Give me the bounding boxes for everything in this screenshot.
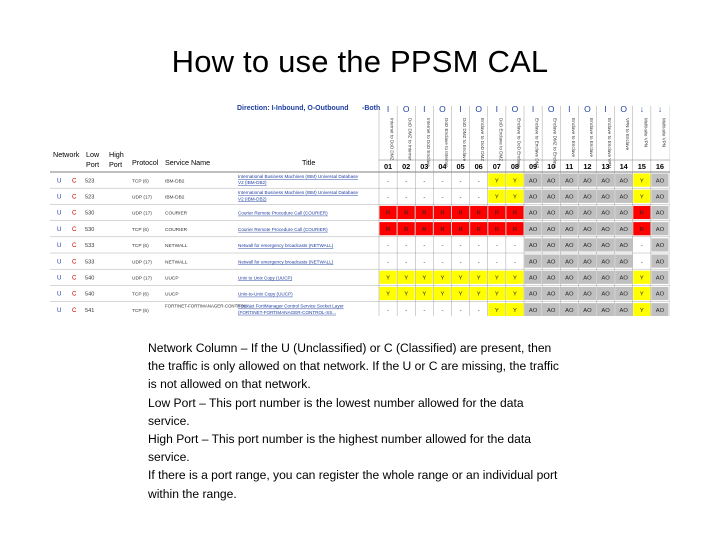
boundary-num-6: 06 — [474, 162, 483, 171]
cell-r8-c14: AO — [619, 291, 628, 298]
cell-r3-c9: AO — [528, 210, 538, 217]
cell-r6-c13: AO — [601, 259, 610, 266]
cell-r4-c7: R — [494, 226, 499, 233]
header-network: Network — [53, 150, 80, 159]
row-low-port: 541 — [85, 307, 95, 314]
cell-r1-c8: Y — [513, 178, 517, 185]
cell-r1-c11: AO — [565, 178, 574, 185]
row-title-line1: FortiNet FortiManager Control Service Socket Layer — [238, 303, 344, 309]
row-protocol: TCP (6) — [132, 244, 149, 250]
cell-r9-c6: - — [477, 307, 480, 314]
boundary-dir-9: I — [531, 104, 535, 114]
cell-r5-c1: - — [387, 243, 390, 250]
cell-r8-c12: AO — [583, 291, 592, 298]
cell-r9-c9: AO — [528, 307, 538, 314]
cell-r7-c4: Y — [440, 275, 445, 282]
row-title-line1: Unix-to-Unix Copy (UUCP) — [238, 291, 293, 297]
row-net-u: U — [57, 306, 62, 314]
cell-r3-c11: AO — [565, 210, 574, 217]
cell-r9-c14: AO — [619, 307, 628, 314]
cell-r6-c14: AO — [619, 259, 628, 266]
boundary-dir-10: O — [547, 104, 555, 114]
cell-r4-c5: R — [458, 226, 463, 233]
row-net-u: U — [57, 225, 62, 233]
row-protocol: UDP (17) — [132, 211, 152, 217]
row-service: UUCP — [165, 276, 179, 282]
cell-r2-c14: AO — [619, 194, 628, 201]
row-low-port: 533 — [85, 259, 95, 266]
cell-r7-c9: AO — [528, 275, 538, 282]
boundary-name-16: Multi-site VPN — [661, 118, 667, 148]
cell-r6-c11: AO — [565, 259, 574, 266]
row-protocol: UDP (17) — [132, 276, 152, 282]
boundary-dir-15: ↓ — [639, 104, 644, 114]
boundary-num-10: 10 — [547, 162, 556, 171]
cell-r3-c14: AO — [619, 210, 628, 217]
cell-r6-c12: AO — [583, 259, 592, 266]
cell-r9-c5: - — [459, 307, 462, 314]
slide-title: How to use the PPSM CAL — [171, 44, 549, 79]
boundary-num-2: 02 — [402, 162, 411, 171]
boundary-name-12: Enclave to Enclave — [588, 118, 594, 158]
row-net-c: C — [72, 290, 77, 298]
boundary-name-7: DoD Enclave to DMZ — [498, 118, 504, 162]
direction-banner: Direction: I-Inbound, O-Outbound — [237, 105, 349, 112]
row-service: NETWALL — [165, 260, 188, 266]
ppsm-cal-table — [50, 98, 670, 316]
cell-r5-c4: - — [441, 243, 444, 250]
note-port-range: If there is a port range, you can register the whole range or an individual port within the range. — [148, 468, 558, 501]
boundary-name-5: DoD DMZ to Enclave — [462, 118, 468, 162]
boundary-dir-13: I — [604, 104, 607, 114]
row-protocol: UDP (17) — [132, 195, 152, 201]
boundary-name-8: Enclave to DoD Enclave — [516, 118, 522, 168]
row-net-c: C — [72, 242, 77, 250]
row-net-u: U — [57, 258, 62, 266]
row-service: FORTINET-FORTIMANAGER-CONTROL-... — [165, 303, 252, 309]
cell-r4-c15: R — [639, 226, 644, 233]
cell-r4-c9: AO — [528, 226, 538, 233]
boundary-num-7: 07 — [492, 162, 501, 171]
boundary-num-1: 01 — [383, 162, 393, 171]
cell-r6-c6: - — [477, 259, 480, 266]
cell-r6-c8: - — [513, 259, 516, 266]
cell-r2-c4: - — [441, 194, 444, 201]
cell-r8-c4: Y — [440, 291, 445, 298]
row-protocol: UDP (17) — [132, 260, 152, 266]
row-protocol: TCP (6) — [132, 179, 149, 185]
boundary-dir-11: I — [568, 104, 571, 114]
cell-r5-c9: AO — [528, 243, 538, 250]
cell-r9-c3: - — [423, 307, 426, 314]
cell-r6-c15: - — [640, 259, 643, 266]
boundary-name-1: Internet to DoD DMZ — [389, 118, 395, 161]
boundary-name-10: Enclave DMZ to Enclave — [552, 118, 558, 169]
cell-r8-c9: AO — [528, 291, 538, 298]
row-title-line1: Courier Remote Procedure Call (COURIER) — [238, 226, 328, 232]
header-low-port-line2: Port — [86, 160, 100, 169]
cell-r4-c8: R — [512, 226, 518, 233]
cell-r7-c3: Y — [422, 275, 427, 282]
header-high-port-line1: High — [109, 150, 124, 159]
cell-r8-c16: AO — [655, 291, 665, 298]
cell-r7-c14: AO — [619, 275, 628, 282]
boundary-dir-5: I — [459, 104, 462, 114]
cell-r7-c12: AO — [583, 275, 592, 282]
cell-r6-c5: - — [459, 259, 462, 266]
direction-banner-both: -Both — [362, 105, 381, 112]
header-title: Title — [302, 158, 316, 167]
cell-r4-c13: AO — [601, 226, 610, 233]
cell-r3-c3: R — [422, 210, 427, 217]
cell-r5-c6: - — [477, 243, 480, 250]
cell-r3-c16: AO — [655, 210, 665, 217]
cell-r8-c8: Y — [513, 291, 517, 298]
header-high-port-line2: Port — [109, 160, 123, 169]
cell-r8-c3: Y — [422, 291, 427, 298]
cell-r6-c10: AO — [546, 259, 556, 266]
cell-r8-c2: Y — [404, 291, 409, 298]
cell-r8-c10: AO — [546, 291, 556, 298]
notes — [148, 339, 568, 503]
row-service: IBM-DB2 — [165, 195, 185, 201]
cell-r1-c9: AO — [528, 178, 538, 185]
cell-r2-c9: AO — [528, 194, 538, 201]
header-service-name: Service Name — [165, 158, 211, 167]
boundary-dir-3: I — [423, 104, 426, 114]
row-net-u: U — [57, 242, 62, 250]
row-low-port: 523 — [85, 194, 95, 201]
row-net-c: C — [72, 274, 77, 282]
cell-r9-c12: AO — [583, 307, 592, 314]
cell-r5-c11: AO — [565, 243, 574, 250]
row-title-line1: International Business Machines (IBM) Universal Database — [238, 174, 359, 179]
cell-r7-c15: Y — [639, 275, 644, 282]
row-service: COURIER — [165, 211, 188, 217]
boundary-num-15: 15 — [637, 162, 646, 171]
cell-r3-c10: AO — [546, 210, 556, 217]
cell-r7-c8: Y — [513, 275, 517, 282]
cell-r8-c6: Y — [476, 291, 481, 298]
row-title-line2: (FORTINET-FORTIMANAGER-CONTROL-SS... — [238, 309, 337, 315]
row-net-c: C — [72, 193, 77, 201]
row-low-port: 523 — [85, 178, 95, 185]
cell-r7-c11: AO — [565, 275, 574, 282]
boundary-name-15: Multi-site VPN — [643, 118, 649, 148]
cell-r7-c7: Y — [494, 275, 499, 282]
row-protocol: TCP (6) — [132, 227, 149, 233]
row-net-c: C — [72, 177, 77, 185]
cell-r2-c10: AO — [546, 194, 556, 201]
cell-r9-c11: AO — [565, 307, 574, 314]
cell-r5-c15: - — [640, 243, 643, 250]
boundary-num-5: 05 — [456, 162, 465, 171]
row-title-line1: International Business Machines (IBM) Universal Database — [238, 190, 359, 196]
cell-r3-c7: R — [494, 210, 499, 217]
boundary-name-11: Enclave to Enclave — [570, 118, 576, 158]
cell-r5-c14: AO — [619, 243, 628, 250]
cell-r8-c13: AO — [601, 291, 610, 298]
boundary-num-4: 04 — [438, 162, 447, 171]
boundary-dir-1: I — [386, 104, 390, 114]
row-low-port: 530 — [85, 226, 95, 233]
cell-r9-c15: Y — [639, 307, 644, 314]
boundary-num-9: 09 — [528, 162, 538, 171]
cell-r2-c13: AO — [601, 194, 610, 201]
cell-r1-c14: AO — [619, 178, 628, 185]
boundary-dir-4: O — [439, 104, 446, 114]
cell-r1-c16: AO — [655, 178, 665, 185]
cell-r6-c3: - — [423, 259, 426, 266]
boundary-dir-7: I — [495, 104, 498, 114]
cell-r7-c1: Y — [386, 275, 390, 282]
cell-r5-c13: AO — [601, 243, 610, 250]
row-net-u: U — [57, 209, 62, 217]
boundary-name-14: VPN to Enclave — [625, 118, 631, 151]
row-title-line1: Netwall for emergency broadcasts (NETWALL) — [238, 259, 334, 265]
cell-r8-c11: AO — [565, 291, 574, 298]
cell-r4-c16: AO — [655, 226, 665, 233]
row-protocol: TCP (6) — [132, 292, 149, 298]
cell-r7-c6: Y — [476, 275, 481, 282]
cell-r1-c5: - — [459, 178, 462, 185]
boundary-dir-16: ↓ — [657, 104, 663, 114]
boundary-num-8: 08 — [510, 162, 520, 171]
cell-r7-c16: AO — [655, 275, 665, 282]
cell-r2-c6: - — [477, 194, 480, 201]
cell-r5-c16: AO — [655, 243, 665, 250]
cell-r2-c8: Y — [513, 194, 517, 201]
row-net-u: U — [57, 274, 62, 282]
cell-r1-c10: AO — [546, 178, 556, 185]
boundary-name-9: Enclave to Enclave DMZ — [534, 118, 540, 169]
row-net-u: U — [57, 177, 62, 185]
cell-r6-c9: AO — [528, 259, 538, 266]
row-net-c: C — [72, 225, 77, 233]
boundary-name-6: Enclave to DoD DMZ — [480, 118, 486, 162]
row-service: COURIER — [165, 227, 188, 233]
cell-r3-c13: AO — [601, 210, 610, 217]
cell-r2-c7: Y — [494, 194, 499, 201]
cell-r5-c8: - — [513, 243, 516, 250]
cell-r3-c6: R — [476, 210, 481, 217]
note-network-column: Network Column – If the U (Unclassified) or C (Classified) are present, then the traffic is only allowed on that network. If the U or C are missing, the traffic is not allowed on that network. — [148, 341, 559, 392]
cell-r8-c15: Y — [639, 291, 644, 298]
row-service: NETWALL — [165, 244, 188, 250]
cell-r1-c6: - — [477, 178, 480, 185]
cell-r8-c1: Y — [386, 291, 390, 298]
row-net-u: U — [57, 193, 62, 201]
cell-r3-c1: R — [385, 210, 391, 217]
cell-r4-c10: AO — [546, 226, 556, 233]
cell-r9-c1: - — [387, 307, 390, 314]
cell-r9-c2: - — [405, 307, 408, 314]
cell-r7-c10: AO — [546, 275, 556, 282]
row-net-u: U — [57, 290, 62, 298]
cell-r2-c1: - — [387, 194, 390, 201]
cell-r7-c2: Y — [404, 275, 409, 282]
row-net-c: C — [72, 306, 77, 314]
row-title-line2: V2 (IBM-DB2) — [238, 196, 267, 202]
row-low-port: 533 — [85, 243, 95, 250]
note-high-port: High Port – This port number is the highest number allowed for the data service. — [148, 432, 531, 465]
boundary-name-3: Internet to DoD Enclave — [425, 118, 431, 167]
boundary-name-2: DoD DMZ to Internet — [407, 118, 413, 161]
cell-r3-c15: R — [639, 210, 644, 217]
cell-r5-c5: - — [459, 243, 462, 250]
cell-r6-c4: - — [441, 259, 444, 266]
boundary-num-11: 11 — [565, 162, 574, 171]
cell-r7-c13: AO — [601, 275, 610, 282]
cell-r1-c7: Y — [494, 178, 499, 185]
cell-r4-c2: R — [404, 226, 409, 233]
row-low-port: 530 — [85, 210, 95, 217]
boundary-dir-8: O — [511, 104, 519, 114]
cell-r5-c12: AO — [583, 243, 592, 250]
cell-r3-c8: R — [512, 210, 518, 217]
cell-r4-c6: R — [476, 226, 481, 233]
boundary-num-16: 16 — [655, 162, 665, 171]
row-service: IBM-DB2 — [165, 179, 185, 185]
cell-r6-c1: - — [387, 259, 390, 266]
cell-r1-c4: - — [441, 178, 444, 185]
cell-r9-c16: AO — [655, 307, 665, 314]
row-low-port: 540 — [85, 275, 95, 282]
cell-r5-c10: AO — [546, 243, 556, 250]
cell-r5-c7: - — [495, 243, 498, 250]
cell-r6-c2: - — [405, 259, 408, 266]
cell-r5-c2: - — [405, 243, 408, 250]
cell-r2-c11: AO — [565, 194, 574, 201]
cell-r1-c2: - — [405, 178, 408, 185]
cell-r9-c13: AO — [601, 307, 610, 314]
cell-r9-c8: Y — [513, 307, 517, 314]
boundary-name-13: Enclave to Enclave VPN — [607, 118, 613, 168]
cell-r2-c2: - — [405, 194, 408, 201]
row-title-line1: Unix to Unix Copy (UUCP) — [238, 275, 293, 281]
row-net-c: C — [72, 258, 77, 266]
row-title-line1: Courier Remote Procedure Call (COURIER) — [238, 210, 328, 216]
row-title-line2: V2 (IBM-DB2) — [238, 180, 267, 186]
cell-r7-c5: Y — [458, 275, 463, 282]
cell-r3-c4: R — [440, 210, 445, 217]
cell-r2-c15: Y — [639, 194, 644, 201]
boundary-dir-2: O — [402, 104, 410, 114]
cell-r6-c7: - — [495, 259, 498, 266]
cell-r2-c12: AO — [583, 194, 592, 201]
row-protocol: TCP (6) — [132, 308, 149, 314]
cell-r4-c11: AO — [565, 226, 574, 233]
cell-r4-c14: AO — [619, 226, 628, 233]
cell-r1-c15: Y — [639, 178, 644, 185]
cell-r2-c16: AO — [655, 194, 665, 201]
cell-r1-c13: AO — [601, 178, 610, 185]
cell-r3-c12: AO — [583, 210, 592, 217]
note-low-port: Low Port – This port number is the lowest number allowed for the data service. — [148, 395, 524, 428]
boundary-num-3: 03 — [420, 162, 429, 171]
cell-r1-c1: - — [387, 178, 390, 185]
cell-r2-c5: - — [459, 194, 462, 201]
boundary-num-13: 13 — [601, 162, 610, 171]
cell-r4-c3: R — [422, 226, 427, 233]
cell-r8-c7: Y — [494, 291, 499, 298]
cell-r9-c10: AO — [546, 307, 556, 314]
boundary-num-14: 14 — [619, 162, 628, 171]
cell-r9-c4: - — [441, 307, 444, 314]
boundary-dir-12: O — [584, 104, 591, 114]
cell-r4-c12: AO — [583, 226, 592, 233]
cell-r4-c4: R — [440, 226, 445, 233]
row-net-c: C — [72, 209, 77, 217]
header-protocol: Protocol — [132, 158, 159, 167]
ppsm-cal-table-svg — [50, 98, 670, 316]
cell-r5-c3: - — [423, 243, 426, 250]
cell-r3-c2: R — [404, 210, 409, 217]
cell-r1-c12: AO — [583, 178, 592, 185]
boundary-num-12: 12 — [583, 162, 592, 171]
cell-r1-c3: - — [423, 178, 426, 185]
boundary-dir-6: O — [475, 104, 482, 114]
header-low-port-line1: Low — [86, 150, 100, 159]
row-title-line1: Netwall for emergency broadcasts (NETWALL) — [238, 243, 334, 249]
cell-r8-c5: Y — [458, 291, 463, 298]
boundary-name-4: DoD Enclave to Internet — [443, 118, 449, 167]
cell-r9-c7: Y — [494, 307, 499, 314]
cell-r6-c16: AO — [655, 259, 665, 266]
cell-r2-c3: - — [423, 194, 426, 201]
boundary-dir-14: O — [620, 104, 627, 114]
cell-r4-c1: R — [385, 226, 391, 233]
row-low-port: 540 — [85, 291, 95, 298]
cell-r3-c5: R — [458, 210, 463, 217]
row-service: UUCP — [165, 292, 179, 298]
